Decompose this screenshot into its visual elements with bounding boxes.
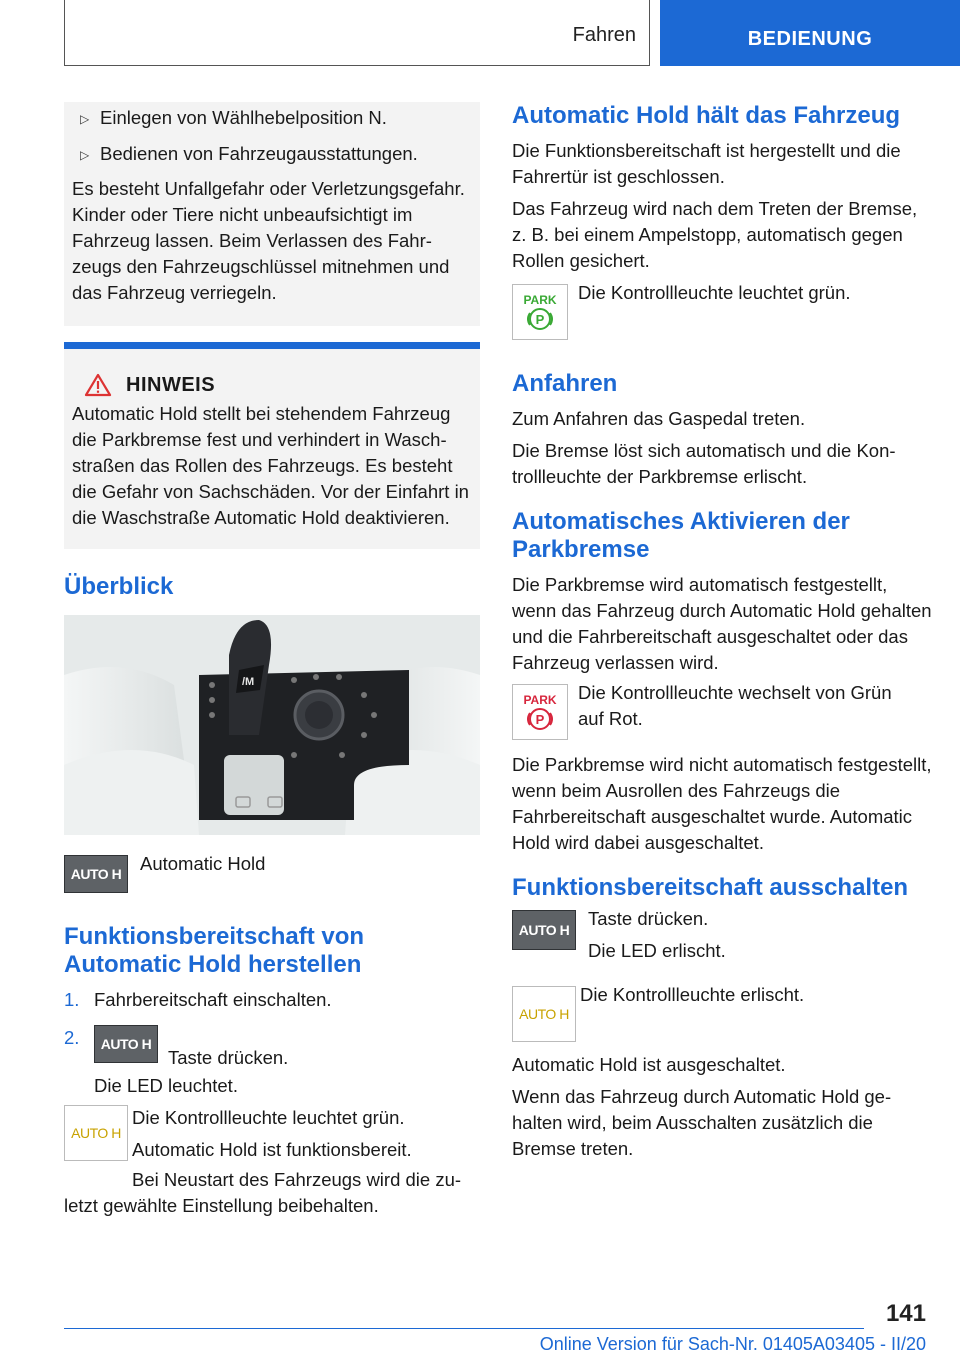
step-number: 1. — [64, 989, 80, 1010]
hold-lamp-text: Die Kontrollleuchte leuchtet grün. — [578, 282, 851, 303]
right-column — [512, 102, 932, 1168]
park-symbol-text: P — [535, 712, 545, 727]
enable-steps — [64, 987, 480, 1068]
page-header — [64, 0, 960, 66]
section-title: Fahren — [572, 24, 636, 46]
step-text: Taste drücken. — [168, 1047, 289, 1068]
auto-park-text-1: Die Parkbremse wird automatisch festgestellt, wenn das Fahrzeug durch Automatic Hold gehalten und die Fahrbereitschaft ausgeschaltet oder das Fahrzeug verlassen wird. — [512, 574, 932, 673]
park-brake-red-icon — [517, 690, 563, 734]
hold-text-1: Die Funktionsbereitschaft ist hergestellt und die Fahrertür ist geschlossen. — [512, 140, 901, 187]
auto-lamp-text: Die Kontrollleuchte wechselt von Grün auf Rot. — [578, 682, 892, 729]
notice-header — [72, 371, 472, 399]
step-text: Fahrbereitschaft einschalten. — [94, 989, 332, 1010]
page-number: 141 — [885, 1300, 926, 1327]
disable-heading: Funktionsbereitschaft ausschalten — [512, 874, 909, 901]
disable-text-block — [588, 906, 726, 970]
hold-heading: Automatic Hold hält das Fahrzeug — [512, 102, 901, 129]
green-lamp-row — [64, 1105, 480, 1169]
overview-heading: Überblick — [64, 573, 174, 600]
park-text: PARK — [523, 293, 557, 307]
auto-hold-indicator-icon — [512, 986, 576, 1042]
list-item — [64, 1025, 480, 1068]
notice-box — [64, 342, 480, 549]
park-brake-green-icon — [517, 290, 563, 334]
lamp-green-text: Die Kontrollleuchte leuchtet grün. — [132, 1107, 405, 1128]
led-on-text: Die LED leuchtet. — [94, 1075, 238, 1096]
center-console-photo — [64, 615, 480, 835]
left-column — [64, 102, 480, 1225]
warning-box — [64, 102, 480, 326]
drive-text-1: Zum Anfahren das Gaspedal treten. — [512, 408, 806, 429]
list-item-text: Bedienen von Fahrzeugausstattungen. — [100, 143, 418, 164]
triangle-bullet-icon: ▷ — [80, 148, 90, 162]
park-red-lamp-icon — [512, 684, 568, 740]
enable-heading: Funktionsbereitschaft von Automatic Hold herstellen — [64, 923, 365, 978]
warning-triangle-icon — [84, 373, 112, 397]
step-content — [94, 1025, 289, 1068]
restart-text: Bei Neustart des Fahrzeugs wird die zuletzt gewählte Einstellung beibehalten. — [64, 1169, 462, 1216]
center-console-illustration — [64, 615, 480, 835]
disable-text-2: Wenn das Fahrzeug durch Automatic Hold gehalten wird, beim Ausschalten zusätzlich die Bremse treten. — [512, 1086, 892, 1159]
auto-hold-icon-text: AUTO H — [100, 1036, 152, 1052]
list-item — [64, 987, 480, 1013]
auto-park-heading: Automatisches Aktivieren der Parkbremse — [512, 508, 850, 563]
list-item-text: Einlegen von Wählhebelposition N. — [100, 107, 387, 128]
auto-hold-indicator-text: AUTO H — [519, 1006, 569, 1022]
warning-text: Es besteht Unfallgefahr oder Verletzungsgefahr. Kinder oder Tiere nicht unbeaufsichtigt im Fahrzeug lassen. Beim Verlassen des Fahrzeugs den Fahrzeugschlüssel mitnehmen und das Fahrzeug verriegeln. — [72, 178, 465, 303]
notice-text: Automatic Hold stellt bei stehendem Fahrzeug die Parkbremse fest und verhindert in Waschstraßen das Rollen des Fahrzeugs. Es besteht die Gefahr von Sachschäden. Vor der Einfahrt in die Waschstraße Automatic Hold deaktivieren. — [72, 403, 469, 528]
auto-hold-button-icon — [64, 855, 128, 893]
auto-hold-icon-text: AUTO H — [518, 922, 570, 938]
auto-hold-indicator-text: AUTO H — [71, 1125, 121, 1141]
triangle-bullet-icon: ▷ — [80, 112, 90, 126]
auto-hold-button-icon — [94, 1025, 158, 1063]
green-lamp-text-block — [132, 1105, 412, 1169]
list-item — [72, 140, 472, 176]
drive-text-2: Die Bremse löst sich automatisch und die Kontrollleuchte der Parkbremse erlischt. — [512, 440, 896, 487]
park-text: PARK — [523, 693, 557, 707]
lamp-off-text: Die Kontrollleuchte erlischt. — [580, 984, 805, 1005]
warning-list — [72, 104, 472, 176]
auto-hold-icon-text: AUTO H — [70, 866, 122, 882]
disable-led-text: Die LED erlischt. — [588, 940, 726, 961]
ready-text: Automatic Hold ist funktionsbereit. — [132, 1139, 412, 1160]
hold-text-2: Das Fahrzeug wird nach dem Treten der Bremse, z. B. bei einem Ampelstopp, automatisch gegen Rollen gesichert. — [512, 198, 918, 271]
lamp-off-row — [512, 986, 932, 1042]
park-green-row — [512, 284, 932, 340]
disable-press-text: Taste drücken. — [588, 908, 709, 929]
footer-text: Online Version für Sach-Nr. 01405A03405 - II/20 — [539, 1334, 926, 1354]
step-number: 2. — [64, 1027, 80, 1048]
notice-title: HINWEIS — [126, 373, 216, 396]
park-symbol-text: P — [535, 312, 545, 327]
park-green-lamp-icon — [512, 284, 568, 340]
disable-button-row — [512, 910, 932, 970]
svg-text:/M: /M — [242, 676, 255, 688]
auto-hold-button-label: Automatic Hold — [140, 853, 266, 874]
disable-text-1: Automatic Hold ist ausgeschaltet. — [512, 1054, 786, 1075]
auto-hold-button-row — [64, 855, 480, 893]
auto-hold-button-icon — [512, 910, 576, 950]
drive-heading: Anfahren — [512, 370, 618, 397]
list-item — [72, 104, 472, 140]
auto-hold-indicator-icon — [64, 1105, 128, 1161]
footer-divider — [64, 1328, 864, 1329]
park-red-row — [512, 684, 932, 740]
auto-park-text-2: Die Parkbremse wird nicht automatisch festgestellt, wenn beim Ausrollen des Fahrzeugs die Fahrbereitschaft ausgeschaltet wurde. Automatic Hold wird dabei ausgeschaltet. — [512, 754, 932, 853]
chapter-tab: BEDIENUNG — [660, 0, 960, 66]
